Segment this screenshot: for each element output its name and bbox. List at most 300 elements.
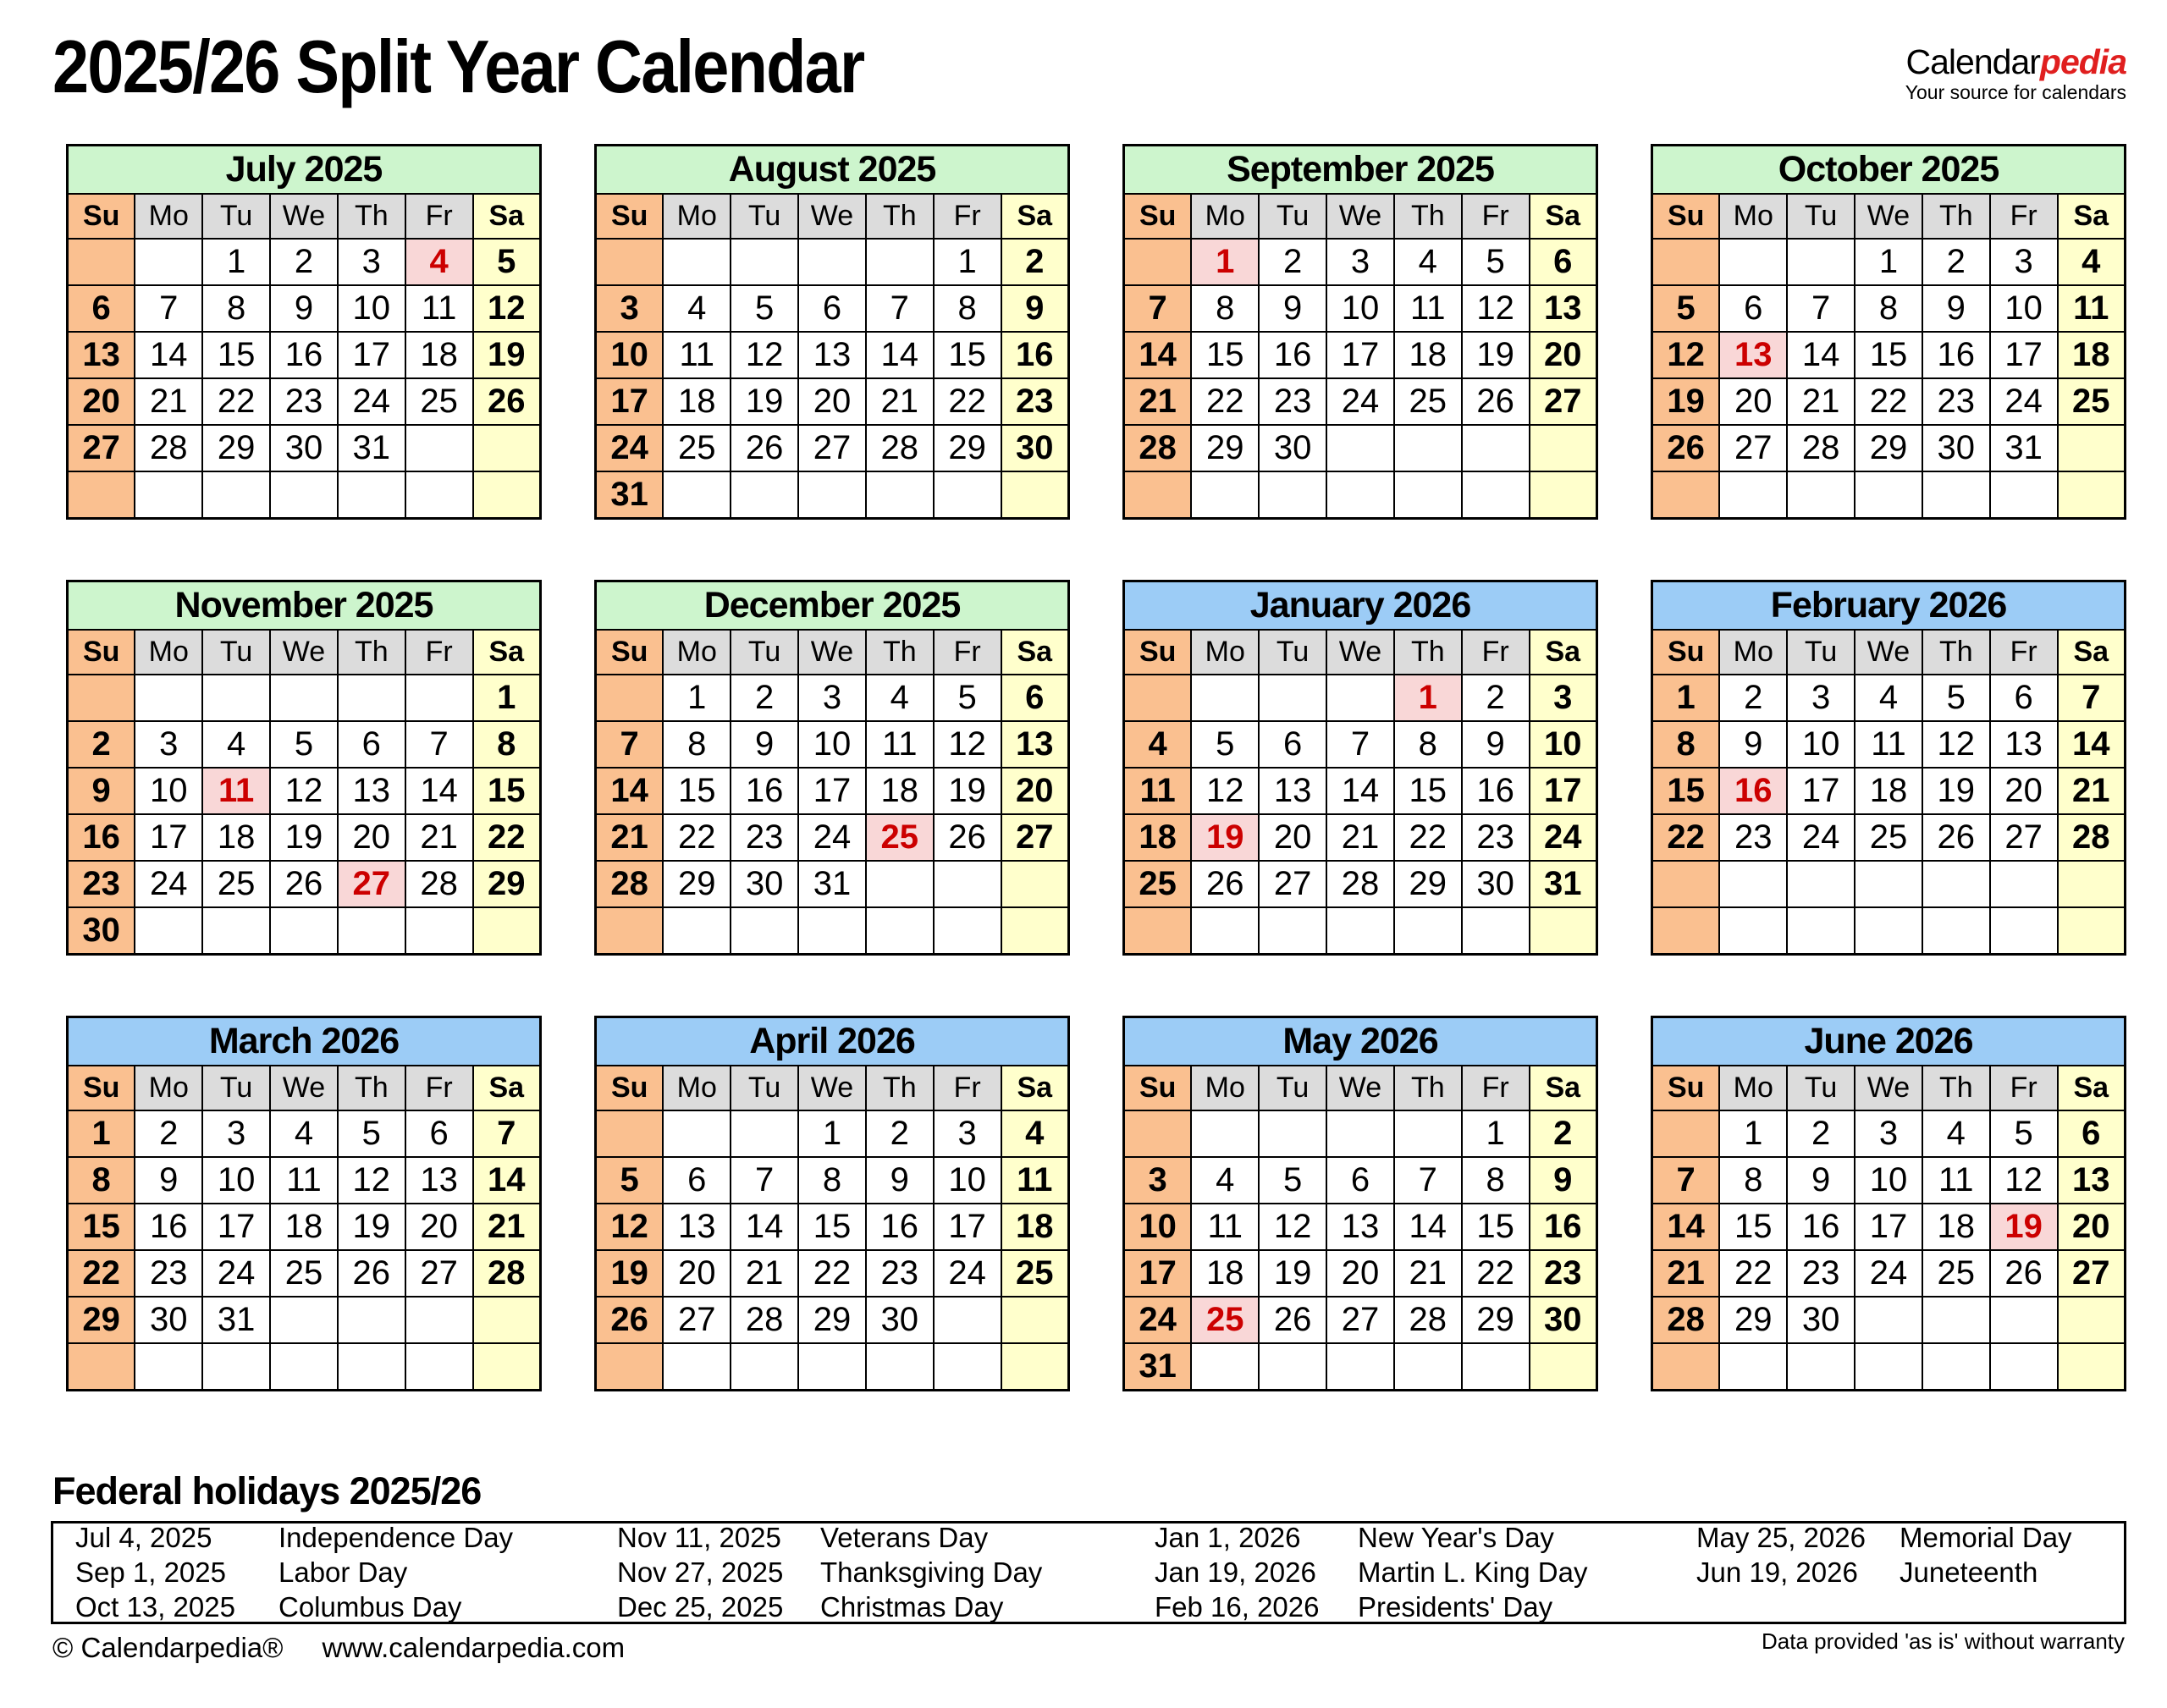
- day-cell: 23: [270, 378, 338, 425]
- day-cell: [1922, 1343, 1990, 1391]
- holiday-name: Veterans Day: [820, 1522, 989, 1553]
- day-cell: 6: [798, 285, 866, 332]
- day-cell: [2058, 861, 2126, 907]
- day-cell: 18: [405, 332, 473, 378]
- day-header-th: Th: [1394, 630, 1462, 675]
- month-november-2025: [66, 580, 542, 956]
- day-cell: 8: [1191, 285, 1259, 332]
- day-cell: 12: [1462, 285, 1530, 332]
- day-cell: 10: [338, 285, 405, 332]
- day-cell: 9: [866, 1157, 934, 1204]
- day-cell: 2: [1001, 239, 1069, 285]
- day-cell: 18: [270, 1204, 338, 1250]
- day-cell: 30: [68, 907, 135, 955]
- month-april-2026: [594, 1016, 1070, 1391]
- day-cell: 27: [1719, 425, 1787, 471]
- day-cell: 8: [1462, 1157, 1530, 1204]
- day-cell: 13: [2058, 1157, 2126, 1204]
- week-row: [1124, 425, 1597, 471]
- day-cell: [596, 1343, 664, 1391]
- day-cell: [1719, 861, 1787, 907]
- day-cell: 3: [135, 721, 202, 768]
- day-cell: [1124, 239, 1192, 285]
- week-row: [1652, 378, 2126, 425]
- day-cell: 20: [405, 1204, 473, 1250]
- day-cell: 16: [1001, 332, 1069, 378]
- day-cell: 11: [1922, 1157, 1990, 1204]
- day-cell: 13: [663, 1204, 731, 1250]
- day-cell: 18: [663, 378, 731, 425]
- day-cell: 25: [1124, 861, 1192, 907]
- week-row: [68, 1343, 541, 1391]
- day-cell: 18: [1124, 814, 1192, 861]
- holiday-date: May 25, 2026: [1696, 1522, 1866, 1553]
- day-cell: 19: [934, 768, 1001, 814]
- day-cell: [68, 471, 135, 519]
- day-cell: [1462, 425, 1530, 471]
- day-cell: 1: [1855, 239, 1922, 285]
- day-cell: 4: [2058, 239, 2126, 285]
- day-cell: 24: [1124, 1297, 1192, 1343]
- day-cell: 8: [202, 285, 270, 332]
- day-cell: 28: [731, 1297, 798, 1343]
- day-cell: 16: [731, 768, 798, 814]
- month-september-2025: [1122, 144, 1598, 520]
- day-cell: 30: [1787, 1297, 1855, 1343]
- day-cell: [2058, 907, 2126, 955]
- day-header-mo: Mo: [663, 194, 731, 239]
- day-cell: 26: [270, 861, 338, 907]
- day-cell: 17: [1990, 332, 2058, 378]
- day-cell: 11: [1191, 1204, 1259, 1250]
- day-cell: 8: [1719, 1157, 1787, 1204]
- day-cell: [1652, 471, 1720, 519]
- day-cell: [731, 907, 798, 955]
- day-cell: 15: [1719, 1204, 1787, 1250]
- week-row: [1124, 239, 1597, 285]
- day-cell: 14: [731, 1204, 798, 1250]
- day-cell: 8: [934, 285, 1001, 332]
- day-cell: [405, 425, 473, 471]
- day-cell: 30: [1462, 861, 1530, 907]
- day-cell: 16: [866, 1204, 934, 1250]
- week-row: [1652, 768, 2126, 814]
- day-cell: 8: [473, 721, 541, 768]
- day-cell: 25: [663, 425, 731, 471]
- day-cell: 21: [473, 1204, 541, 1250]
- day-cell: 9: [1719, 721, 1787, 768]
- day-cell: 1: [1462, 1110, 1530, 1157]
- day-cell: [1530, 471, 1597, 519]
- day-cell: 31: [338, 425, 405, 471]
- day-cell: 5: [270, 721, 338, 768]
- day-header-mo: Mo: [1719, 630, 1787, 675]
- day-cell: 3: [1124, 1157, 1192, 1204]
- day-cell: [135, 471, 202, 519]
- holiday-date: Dec 25, 2025: [617, 1591, 784, 1623]
- calendarpedia-logo: [1905, 44, 2126, 102]
- day-cell: 12: [1191, 768, 1259, 814]
- day-header-th: Th: [1922, 630, 1990, 675]
- day-cell: 12: [1922, 721, 1990, 768]
- day-cell: 12: [270, 768, 338, 814]
- day-cell: 5: [338, 1110, 405, 1157]
- day-cell: [1462, 471, 1530, 519]
- day-cell: 28: [1124, 425, 1192, 471]
- day-cell: [68, 1343, 135, 1391]
- day-cell: [473, 1297, 541, 1343]
- week-row: [68, 721, 541, 768]
- holiday-date: Feb 16, 2026: [1155, 1591, 1320, 1623]
- month-july-2025: [66, 144, 542, 520]
- day-cell: 28: [1652, 1297, 1720, 1343]
- week-row: [68, 425, 541, 471]
- day-cell: [202, 907, 270, 955]
- day-header-we: We: [270, 194, 338, 239]
- month-march-2026: [66, 1016, 542, 1391]
- holiday-day-cell: 19: [1191, 814, 1259, 861]
- day-cell: 27: [1259, 861, 1326, 907]
- week-row: [596, 378, 1069, 425]
- day-cell: [473, 425, 541, 471]
- day-cell: [1922, 471, 1990, 519]
- day-cell: [866, 907, 934, 955]
- day-header-su: Su: [596, 1066, 664, 1110]
- day-cell: [866, 1343, 934, 1391]
- day-cell: [2058, 425, 2126, 471]
- day-cell: 4: [202, 721, 270, 768]
- day-cell: [1191, 907, 1259, 955]
- week-row: [1124, 378, 1597, 425]
- day-cell: [1990, 907, 2058, 955]
- day-cell: 23: [1787, 1250, 1855, 1297]
- day-cell: [1855, 907, 1922, 955]
- day-header-tu: Tu: [1259, 630, 1326, 675]
- day-cell: 25: [1922, 1250, 1990, 1297]
- week-row: [1652, 675, 2126, 721]
- month-title: July 2025: [68, 146, 541, 195]
- day-cell: 6: [1530, 239, 1597, 285]
- day-cell: [473, 1343, 541, 1391]
- day-cell: 6: [1990, 675, 2058, 721]
- day-cell: 17: [1787, 768, 1855, 814]
- day-header-sa: Sa: [2058, 1066, 2126, 1110]
- day-cell: [473, 907, 541, 955]
- disclaimer-text: Data provided 'as is' without warranty: [1761, 1628, 2125, 1654]
- day-cell: 9: [1530, 1157, 1597, 1204]
- day-cell: [1990, 861, 2058, 907]
- day-cell: 10: [1124, 1204, 1192, 1250]
- month-title: April 2026: [596, 1017, 1069, 1066]
- day-cell: 2: [270, 239, 338, 285]
- week-row: [596, 1297, 1069, 1343]
- week-row: [1652, 814, 2126, 861]
- holiday-date: Oct 13, 2025: [75, 1591, 235, 1623]
- day-cell: 30: [866, 1297, 934, 1343]
- day-cell: 27: [405, 1250, 473, 1297]
- day-cell: 28: [1326, 861, 1394, 907]
- day-cell: 3: [1990, 239, 2058, 285]
- week-row: [1652, 471, 2126, 519]
- day-cell: 18: [202, 814, 270, 861]
- day-cell: [1787, 861, 1855, 907]
- day-header-mo: Mo: [1191, 194, 1259, 239]
- day-cell: 26: [596, 1297, 664, 1343]
- week-row: [68, 1157, 541, 1204]
- day-cell: 29: [1394, 861, 1462, 907]
- day-cell: 11: [270, 1157, 338, 1204]
- day-cell: 31: [1530, 861, 1597, 907]
- day-cell: [2058, 471, 2126, 519]
- day-cell: 20: [1719, 378, 1787, 425]
- day-cell: 1: [798, 1110, 866, 1157]
- day-cell: 1: [1719, 1110, 1787, 1157]
- federal-holidays-heading: Federal holidays 2025/26: [52, 1469, 482, 1512]
- day-header-we: We: [270, 1066, 338, 1110]
- day-cell: 20: [2058, 1204, 2126, 1250]
- holiday-day-cell: 27: [338, 861, 405, 907]
- day-cell: [663, 239, 731, 285]
- day-cell: 31: [202, 1297, 270, 1343]
- day-cell: 4: [1855, 675, 1922, 721]
- day-cell: 9: [731, 721, 798, 768]
- day-header-fr: Fr: [1462, 630, 1530, 675]
- day-cell: 24: [202, 1250, 270, 1297]
- day-cell: 27: [798, 425, 866, 471]
- day-header-we: We: [1855, 1066, 1922, 1110]
- day-cell: 12: [338, 1157, 405, 1204]
- day-cell: 9: [1462, 721, 1530, 768]
- day-cell: 3: [1855, 1110, 1922, 1157]
- day-cell: 15: [798, 1204, 866, 1250]
- day-cell: 9: [68, 768, 135, 814]
- day-cell: 1: [68, 1110, 135, 1157]
- day-cell: [1719, 907, 1787, 955]
- day-cell: 14: [473, 1157, 541, 1204]
- day-cell: 25: [202, 861, 270, 907]
- day-header-mo: Mo: [663, 1066, 731, 1110]
- day-cell: 13: [798, 332, 866, 378]
- holiday-date: [1696, 1592, 1900, 1623]
- day-header-we: We: [1855, 630, 1922, 675]
- day-cell: [405, 907, 473, 955]
- week-row: [1652, 285, 2126, 332]
- day-cell: 5: [473, 239, 541, 285]
- day-cell: 15: [1191, 332, 1259, 378]
- holiday-name: Christmas Day: [820, 1591, 1004, 1623]
- day-cell: 8: [1394, 721, 1462, 768]
- day-cell: 28: [1787, 425, 1855, 471]
- day-header-su: Su: [68, 1066, 135, 1110]
- day-cell: 27: [1990, 814, 2058, 861]
- day-cell: [1124, 471, 1192, 519]
- week-row: [68, 285, 541, 332]
- day-cell: 11: [663, 332, 731, 378]
- day-cell: 15: [663, 768, 731, 814]
- day-cell: [1787, 471, 1855, 519]
- day-cell: 15: [473, 768, 541, 814]
- day-cell: 16: [1922, 332, 1990, 378]
- day-cell: 14: [2058, 721, 2126, 768]
- day-cell: [1124, 907, 1192, 955]
- day-cell: [1530, 907, 1597, 955]
- day-cell: 19: [270, 814, 338, 861]
- website-link[interactable]: www.calendarpedia.com: [322, 1632, 626, 1663]
- day-header-su: Su: [596, 194, 664, 239]
- day-cell: [1990, 471, 2058, 519]
- day-cell: 10: [135, 768, 202, 814]
- day-cell: 24: [1990, 378, 2058, 425]
- week-row: [596, 425, 1069, 471]
- day-cell: 2: [135, 1110, 202, 1157]
- day-cell: 3: [202, 1110, 270, 1157]
- day-cell: 15: [68, 1204, 135, 1250]
- day-header-tu: Tu: [1787, 194, 1855, 239]
- day-cell: 30: [1259, 425, 1326, 471]
- day-cell: 20: [1530, 332, 1597, 378]
- day-cell: 15: [1462, 1204, 1530, 1250]
- day-header-sa: Sa: [1001, 1066, 1069, 1110]
- week-row: [1124, 332, 1597, 378]
- day-cell: 18: [1394, 332, 1462, 378]
- day-cell: [1719, 239, 1787, 285]
- day-cell: [1326, 1110, 1394, 1157]
- day-header-su: Su: [68, 630, 135, 675]
- day-header-tu: Tu: [1787, 630, 1855, 675]
- day-cell: 2: [68, 721, 135, 768]
- day-cell: 17: [798, 768, 866, 814]
- day-cell: 22: [663, 814, 731, 861]
- day-cell: 9: [1922, 285, 1990, 332]
- day-cell: 10: [934, 1157, 1001, 1204]
- day-cell: [1326, 1343, 1394, 1391]
- day-cell: 15: [202, 332, 270, 378]
- day-cell: 1: [1652, 675, 1720, 721]
- day-cell: [1259, 675, 1326, 721]
- day-cell: [270, 675, 338, 721]
- day-cell: [338, 471, 405, 519]
- week-row: [1652, 1250, 2126, 1297]
- day-cell: [596, 1110, 664, 1157]
- day-cell: 28: [405, 861, 473, 907]
- holiday-day-cell: 16: [1719, 768, 1787, 814]
- day-cell: [405, 1297, 473, 1343]
- day-cell: 24: [1787, 814, 1855, 861]
- day-cell: 3: [934, 1110, 1001, 1157]
- federal-holidays-table: [51, 1521, 2126, 1624]
- day-cell: [202, 471, 270, 519]
- month-title: November 2025: [68, 581, 541, 631]
- month-february-2026: [1651, 580, 2126, 956]
- week-row: [596, 768, 1069, 814]
- day-cell: 18: [866, 768, 934, 814]
- day-cell: [866, 861, 934, 907]
- day-header-tu: Tu: [731, 194, 798, 239]
- day-cell: 3: [1326, 239, 1394, 285]
- day-header-mo: Mo: [135, 630, 202, 675]
- day-cell: 2: [731, 675, 798, 721]
- day-cell: 19: [338, 1204, 405, 1250]
- day-cell: 29: [1462, 1297, 1530, 1343]
- page-title: 2025/26 Split Year Calendar: [52, 25, 864, 108]
- day-cell: 23: [68, 861, 135, 907]
- day-cell: 5: [1922, 675, 1990, 721]
- day-cell: [2058, 1343, 2126, 1391]
- day-cell: 31: [1124, 1343, 1192, 1391]
- day-cell: 24: [338, 378, 405, 425]
- day-cell: [1001, 907, 1069, 955]
- week-row: [1652, 1343, 2126, 1391]
- day-cell: 28: [2058, 814, 2126, 861]
- week-row: [596, 721, 1069, 768]
- day-header-sa: Sa: [1001, 194, 1069, 239]
- day-cell: [1530, 1343, 1597, 1391]
- day-header-mo: Mo: [135, 1066, 202, 1110]
- day-cell: 21: [1326, 814, 1394, 861]
- day-cell: 26: [934, 814, 1001, 861]
- day-cell: 14: [135, 332, 202, 378]
- day-cell: 26: [338, 1250, 405, 1297]
- day-cell: [731, 1110, 798, 1157]
- day-cell: [270, 1297, 338, 1343]
- day-cell: 23: [135, 1250, 202, 1297]
- day-cell: 29: [663, 861, 731, 907]
- day-header-th: Th: [866, 194, 934, 239]
- holiday-date: Jan 19, 2026: [1155, 1556, 1316, 1588]
- day-cell: 16: [270, 332, 338, 378]
- day-cell: 19: [596, 1250, 664, 1297]
- day-cell: 21: [1124, 378, 1192, 425]
- day-cell: [1001, 1343, 1069, 1391]
- day-header-fr: Fr: [934, 1066, 1001, 1110]
- day-cell: 15: [1855, 332, 1922, 378]
- day-header-su: Su: [1652, 630, 1720, 675]
- day-cell: 3: [596, 285, 664, 332]
- day-cell: 21: [731, 1250, 798, 1297]
- day-cell: [866, 239, 934, 285]
- day-header-th: Th: [1922, 1066, 1990, 1110]
- day-cell: 3: [338, 239, 405, 285]
- day-cell: 6: [1001, 675, 1069, 721]
- day-cell: 17: [338, 332, 405, 378]
- day-cell: 18: [1922, 1204, 1990, 1250]
- day-cell: 12: [1259, 1204, 1326, 1250]
- day-cell: 4: [270, 1110, 338, 1157]
- day-cell: 17: [1124, 1250, 1192, 1297]
- week-row: [1124, 1204, 1597, 1250]
- day-cell: 14: [1787, 332, 1855, 378]
- logo-brand-black: Calendar: [1905, 42, 2040, 81]
- week-row: [68, 239, 541, 285]
- day-cell: 30: [1001, 425, 1069, 471]
- holiday-name: Independence Day: [278, 1522, 514, 1553]
- day-cell: 16: [135, 1204, 202, 1250]
- day-cell: 12: [473, 285, 541, 332]
- day-cell: [1326, 907, 1394, 955]
- day-cell: 23: [1259, 378, 1326, 425]
- day-cell: 27: [663, 1297, 731, 1343]
- day-cell: [1259, 907, 1326, 955]
- day-cell: 23: [1462, 814, 1530, 861]
- day-cell: 22: [473, 814, 541, 861]
- day-cell: 23: [1001, 378, 1069, 425]
- day-header-tu: Tu: [731, 630, 798, 675]
- week-row: [68, 1250, 541, 1297]
- day-cell: 6: [338, 721, 405, 768]
- day-cell: [663, 1343, 731, 1391]
- holiday-date: Nov 27, 2025: [617, 1556, 784, 1588]
- day-cell: [1855, 471, 1922, 519]
